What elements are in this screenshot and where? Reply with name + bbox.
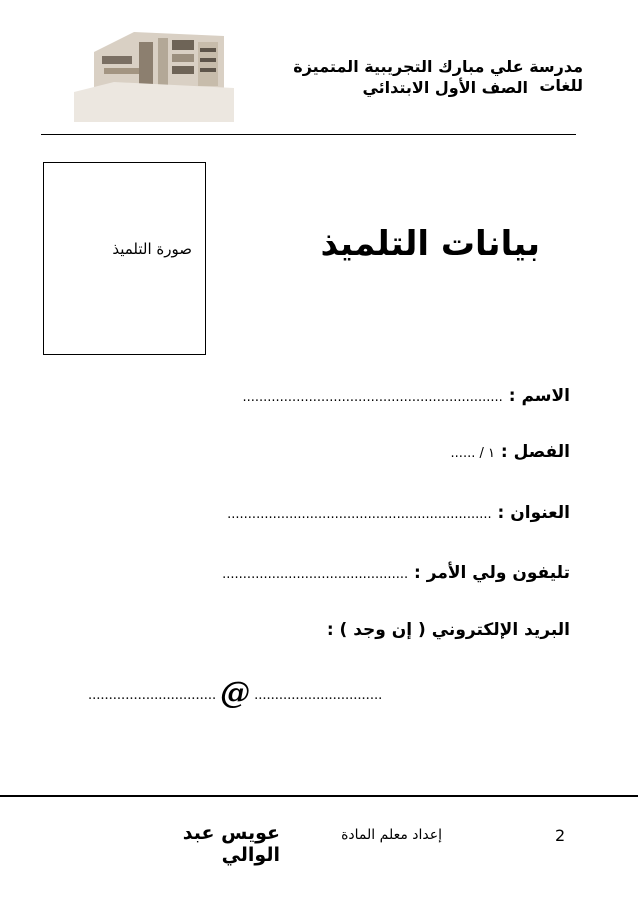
- at-sign: @: [220, 676, 251, 711]
- prepared-by-label: إعداد معلم المادة: [341, 827, 442, 843]
- guardian-phone-label: تليفون ولي الأمر :: [414, 563, 570, 583]
- form-title: بيانات التلميذ: [320, 224, 540, 264]
- class-blank: ١ / ......: [450, 446, 495, 461]
- class-field: [451, 442, 570, 462]
- name-blank: ...............................................................: [242, 390, 503, 405]
- email-domain-blank: ...............................: [254, 688, 383, 703]
- class-label: الفصل :: [500, 442, 570, 462]
- guardian-phone-field: [222, 563, 570, 583]
- student-photo-label: صورة التلميذ: [112, 240, 192, 258]
- logo-building-drawing: [74, 22, 234, 122]
- email-blank-line: [88, 676, 468, 710]
- address-blank: ................................................................: [227, 507, 492, 522]
- header-divider: [41, 134, 576, 135]
- address-label: العنوان :: [497, 503, 570, 523]
- email-field: [327, 620, 570, 640]
- name-label: الاسم :: [508, 386, 570, 406]
- footer-divider: [0, 795, 638, 797]
- email-label: البريد الإلكتروني ( إن وجد ) :: [326, 620, 570, 640]
- guardian-phone-blank: .............................................: [222, 567, 409, 582]
- page-number: 2: [555, 826, 566, 845]
- grade-label: الصف الأول الابتدائي: [362, 78, 528, 97]
- name-field: [242, 386, 570, 406]
- teacher-name: عويس عبد الوالي: [182, 822, 280, 866]
- student-photo-box: [43, 162, 206, 355]
- school-name: مدرسة علي مبارك التجريبية المتميزة للغات: [293, 57, 583, 95]
- school-logo: [74, 22, 234, 122]
- email-user-blank: ...............................: [88, 688, 217, 703]
- address-field: [227, 503, 570, 523]
